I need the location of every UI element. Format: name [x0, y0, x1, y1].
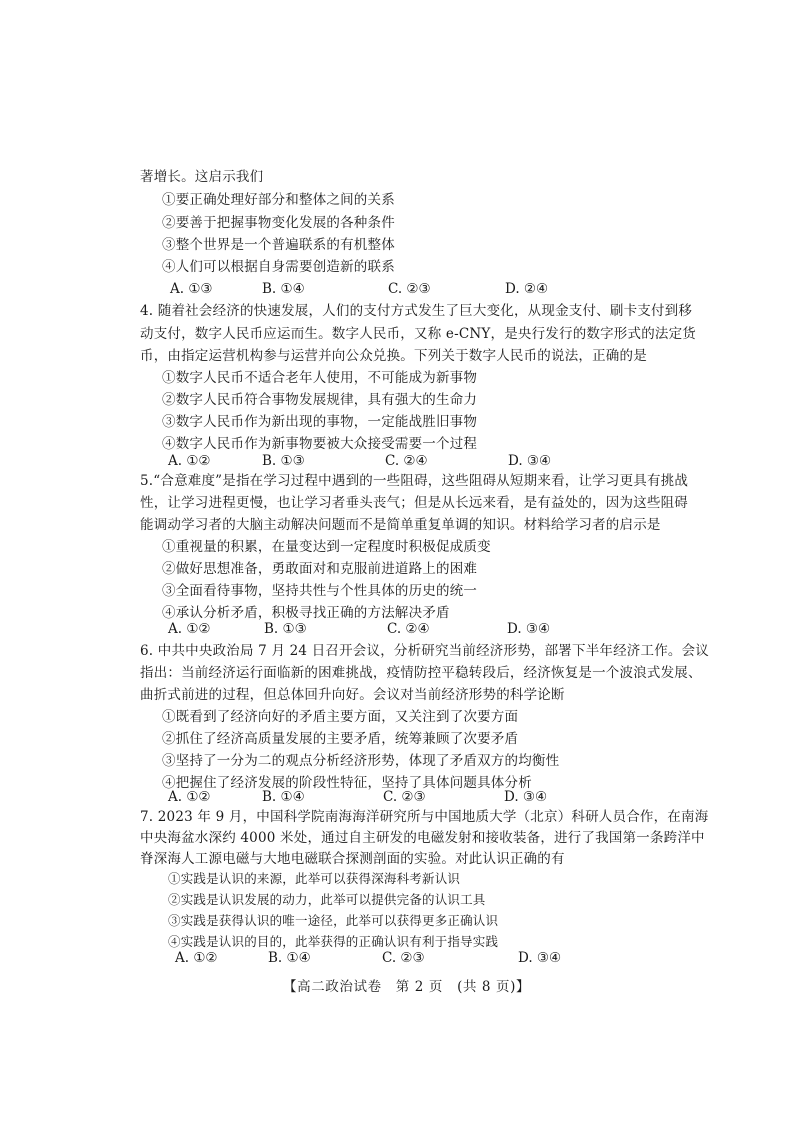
question-4-option-c: C. ②④: [385, 453, 428, 469]
question-5-option-d: D. ③④: [507, 621, 551, 637]
question-4-stem-line-2: 动支付，数字人民币应运而生。数字人民币，又称 e-CNY，是央行发行的数字形式的法定货: [140, 326, 696, 342]
question-4-option-b: B. ①③: [262, 453, 305, 469]
question-6-option-a: A. ①②: [168, 789, 211, 805]
question-7-stem-line-2: 中央海盆水深约 4000 米处，通过自主研发的电磁发射和接收装备，进行了我国第一条跨洋中: [140, 830, 705, 846]
question-5-option-c: C. ②④: [387, 621, 430, 637]
question-4-stem-line-3: 币，由指定运营机构参与运营并向公众兑换。下列关于数字人民币的说法，正确的是: [140, 348, 647, 364]
question-7-statement-1: ①实践是认识的来源，此举可以获得深海科考新认识: [168, 871, 461, 886]
question-6-option-c: C. ②③: [383, 789, 426, 805]
question-5-stem-line-3: 能调动学习者的大脑主动解决问题而不是简单重复单调的知识。材料给学习者的启示是: [140, 517, 661, 533]
question-3-option-b: B. ①④: [262, 281, 305, 297]
question-4-statement-2: ②数字人民币符合事物发展规律，具有强大的生命力: [162, 392, 478, 408]
question-3-option-a: A. ①③: [170, 281, 213, 297]
question-4-option-a: A. ①②: [168, 453, 211, 469]
question-4-option-d: D. ③④: [508, 453, 552, 469]
question-7-option-d: D. ③④: [518, 950, 562, 966]
question-3-option-c: C. ②③: [388, 281, 431, 297]
page-footer: 【高二政治试卷 第 2 页 (共 8 页)】: [283, 979, 531, 995]
question-5-statement-3: ③全面看待事物，坚持共性与个性具体的历史的统一: [162, 583, 478, 599]
question-6-statement-2: ②抓住了经济高质量发展的主要矛盾，统筹兼顾了次要矛盾: [162, 731, 519, 747]
question-4-statement-1: ①数字人民币不适合老年人使用，不可能成为新事物: [162, 370, 478, 386]
question-7-option-a: A. ①②: [175, 950, 218, 966]
question-7-statement-4: ④实践是认识的目的，此举获得的正确认识有利于指导实践: [168, 934, 499, 949]
question-6-statement-3: ③坚持了一分为二的观点分析经济形势，体现了矛盾双方的均衡性: [162, 753, 560, 769]
question-4-statement-4: ④数字人民币作为新事物要被大众接受需要一个过程: [162, 436, 478, 452]
question-6-stem-line-1: 6. 中共中央政治局 7 月 24 日召开会议，分析研究当前经济形势，部署下半年经济工作。会议: [140, 643, 710, 659]
question-6-option-b: B. ①④: [262, 789, 305, 805]
question-6-option-d: D. ③④: [504, 789, 548, 805]
question-4-statement-3: ③数字人民币作为新出现的事物，一定能战胜旧事物: [162, 414, 478, 430]
question-3-option-d: D. ②④: [505, 281, 549, 297]
question-3-statement-1: ①要正确处理好部分和整体之间的关系: [162, 192, 395, 208]
question-5-stem-line-2: 性，让学习进程更慢，也让学习者垂头丧气；但是从长远来看，是有益处的，因为这些阻碍: [140, 495, 688, 511]
question-7-statement-2: ②实践是认识发展的动力，此举可以提供完备的认识工具: [168, 892, 486, 907]
question-3-stem-continuation: 著增长。这启示我们: [140, 169, 264, 185]
question-7-stem-line-3: 脊深海人工源电磁与大地电磁联合探测剖面的实验。对此认识正确的有: [140, 851, 565, 867]
question-7-option-b: B. ①④: [268, 950, 311, 966]
question-3-statement-4: ④人们可以根据自身需要创造新的联系: [162, 259, 395, 275]
question-5-option-b: B. ①③: [264, 621, 307, 637]
question-7-statement-3: ③实践是获得认识的唯一途径，此举可以获得更多正确认识: [168, 913, 499, 928]
question-5-option-a: A. ①②: [168, 621, 211, 637]
question-6-stem-line-2: 指出：当前经济运行面临新的困难挑战，疫情防控平稳转段后，经济恢复是一个波浪式发展、: [140, 665, 702, 681]
question-5-statement-2: ②做好思想准备，勇敢面对和克服前进道路上的困难: [162, 561, 478, 577]
question-7-stem-line-1: 7. 2023 年 9 月，中国科学院南海海洋研究所与中国地质大学（北京）科研人员合作，在南海: [140, 809, 709, 825]
question-7-option-c: C. ②③: [382, 950, 425, 966]
question-5-statement-4: ④承认分析矛盾，积极寻找正确的方法解决矛盾: [162, 605, 450, 621]
question-6-statement-4: ④把握住了经济发展的阶段性特征，坚持了具体问题具体分析: [162, 775, 532, 791]
question-5-statement-1: ①重视量的积累，在量变达到一定程度时积极促成质变: [162, 539, 491, 555]
question-3-statement-2: ②要善于把握事物变化发展的各种条件: [162, 215, 395, 231]
question-6-stem-line-3: 曲折式前进的过程，但总体回升向好。会议对当前经济形势的科学论断: [140, 687, 565, 703]
question-7-options-row: [0, 949, 794, 967]
question-3-statement-3: ③整个世界是一个普遍联系的有机整体: [162, 237, 395, 253]
question-4-stem-line-1: 4. 随着社会经济的快速发展，人们的支付方式发生了巨大变化，从现金支付、刷卡支付到移: [140, 303, 693, 319]
question-6-statement-1: ①既看到了经济向好的矛盾主要方面，又关注到了次要方面: [162, 709, 519, 725]
question-5-stem-line-1: 5.“合意难度”是指在学习过程中遇到的一些阻碍，这些阻碍从短期来看，让学习更具有挑战: [140, 473, 689, 489]
